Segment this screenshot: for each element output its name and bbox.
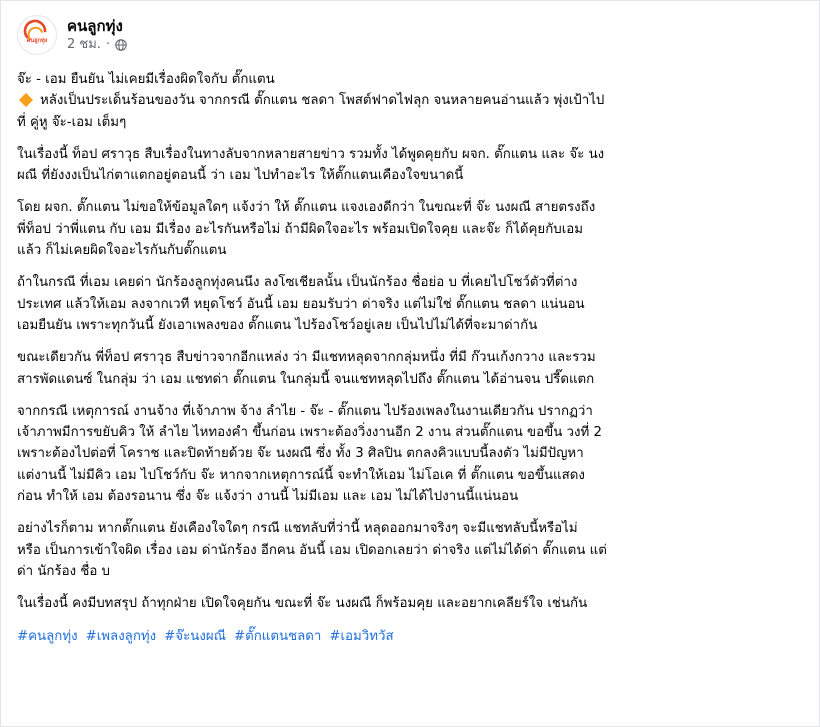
paragraph-line: สารพัดแดนซ์ ในกลุ่ม ว่า เอม แชทด่า ตั๊กแตน ในกลุ่มนี้ จนแชทหลุดไปถึง ตั๊กแตน ได้อ่านจน ปรี๊ดแตก [17,371,595,387]
post-time[interactable]: 2 ชม. [67,37,101,52]
post-lead [17,69,807,133]
post-intro-line: หลังเป็นประเด็นร้อนของวัน จากกรณี ตั๊กแตน ชลดา โพสต์ฟาดไฟลุก จนหลายคนอ่านแล้ว พุ่งเป้าไป [17,90,807,111]
post-meta [67,36,127,54]
post-header [17,13,127,57]
post-intro-line: ที่ คู่หู จ๊ะ-เอม เต็มๆ [17,114,127,130]
hashtag-link[interactable]: #เอมวิทวัส [329,628,394,644]
paragraph-line: เจ้าภาพมีการขยับคิว ให้ ลำไย ไหทองคำ ขึ้นก่อน เพราะต้องวิ่งงานอีก 2 งาน ส่วนตั๊กแตน ขอขึ้น วงที่ 2 [17,425,602,441]
paragraph-line: อย่างไรก็ตาม หากตั๊กแตน ยังเคืองใจใดๆ กรณี แชทลับที่ว่านี้ หลุดออกมาจริงๆ จะมีแชทลับนี้หรือไม่ [17,521,578,537]
paragraph-line: ประเทศ แล้วให้เอม ลงจากเวที หยุดโชว์ อันนี้ เอม ยอมรับว่า ด่าจริง แต่ไม่ใช่ ตั๊กแตน ชลดา แน่นอน [17,296,585,312]
post-paragraph [17,144,807,187]
page-avatar[interactable] [17,15,57,55]
paragraph-line: แต่งานนี้ ไม่มีคิว เอม ไปโชว์กับ จ๊ะ หากจากเหตุการณ์นี้ จะทำให้เอม ไม่โอเค ที่ ตั๊กแตน ขอขึ้นแสดง [17,467,585,483]
post-paragraph [17,347,807,390]
hashtag-link[interactable]: #ตั๊กแตนชลดา [233,628,322,644]
hashtag-link[interactable]: #จ๊ะนงผณี [164,628,226,644]
paragraph-line: ผณี ที่ยังงงเป็นไก่ตาแตกอยู่ตอนนี้ ว่า เอม ไปทำอะไร ให้ตั๊กแตนเคืองใจขนาดนี้ [17,168,464,184]
paragraph-line: ในเรื่องนี้ คงมีบทสรุป ถ้าทุกฝ่าย เปิดใจคุยกัน ขณะที่ จ๊ะ นงผณี ก็พร้อมคุย และอยากเคลียร์ใจ เช่นกัน [17,596,588,612]
paragraph-line: โดย ผจก. ตั๊กแตน ไม่ขอให้ข้อมูลใดๆ แจ้งว่า ให้ ตั๊กแตน แจงเองดีกว่า ในขณะที่ จ๊ะ นงผณี สายตรงถึง [17,200,596,216]
post-paragraph [17,197,807,261]
paragraph-line: เพราะต้องไปต่อที่ โคราช และปิดท้ายด้วย จ๊ะ นงผณี ซึ่ง ทั้ง 3 ศิลปิน ตกลงคิวแบบนี้ลงตัว ไม่มีปัญหา [17,446,584,462]
post-paragraph [17,518,807,582]
paragraph-line: ก่อน ทำให้ เอม ต้องรอนาน ซึ่ง จ๊ะ แจ้งว่า งานนี้ ไม่มีเอม และ เอม ไม่ได้ไปงานนี้แน่นอน [17,489,519,505]
page-name[interactable]: คนลูกทุ่ง [67,17,123,35]
paragraph-line: หรือ เป็นการเข้าใจผิด เรื่อง เอม ด่านักร้อง อีกคน อันนี้ เอม เปิดอกเลยว่า ด่าจริง แต่ไม่ได้ด่า ตั๊กแตน แต่ [17,542,607,558]
kon-look-thung-logo-icon [19,17,55,53]
paragraph-line: ด่า นักร้อง ชื่อ บ [17,563,110,579]
svg-text:คนลูกทุ่ง: คนลูกทุ่ง [26,38,48,44]
paragraph-line: ในเรื่องนี้ ท็อป ศราวุธ สืบเรื่องในทางลับจากหลายสายข่าว รวมทั้ง ได้พูดคุยกับ ผจก. ตั๊กแตน และ จ๊ะ นง [17,146,605,162]
paragraph-line: ขณะเดียวกัน พี่ท็อป ศราวุธ สืบข่าวจากอีกแหล่ง ว่า มีแชทหลุดจากกลุ่มหนึ่ง ที่มี ก๊วนเก้งกวาง และรวม [17,350,596,366]
paragraph-line: แล้ว ก็ไม่เคยผิดใจอะไรกันกับตั๊กแตน [17,243,227,259]
hashtag-link[interactable]: #คนลูกทุ่ง [17,628,78,644]
header-text [67,16,127,54]
hashtag-link[interactable]: #เพลงลูกทุ่ง [85,628,157,644]
post-title: จ๊ะ - เอม ยืนยัน ไม่เคยมีเรื่องผิดใจกับ ตั๊กแตน [17,72,275,87]
post-paragraph [17,401,807,507]
paragraph-line: พี่ท็อป ว่าพี่แตน กับ เอม มีเรื่อง อะไรกันหรือไม่ ถ้ามีผิดใจอะไร พร้อมเปิดใจคุย และจ๊ะ ก็ได้คุยกับเอม [17,221,583,237]
post-paragraph [17,272,807,336]
globe-icon[interactable] [115,39,127,51]
post-body [17,69,807,647]
paragraph-line: จากกรณี เหตุการณ์ งานจ้าง ที่เจ้าภาพ จ้าง ลำไย - จ๊ะ - ตั๊กแตน ไปร้องเพลงในงานเดียวกัน ปรากฏว่า [17,403,593,419]
meta-separator: · [105,37,111,52]
orange-diamond-icon [19,93,33,107]
post-paragraph [17,593,807,614]
paragraph-line: เอมยืนยัน เพราะทุกวันนี้ ยังเอาเพลงของ ตั๊กแตน ไปร้องโชว์อยู่เลย เป็นไปไม่ได้ที่จะมาด่ากัน [17,317,538,333]
hashtag-list [17,626,807,647]
paragraph-line: ถ้าในกรณี ที่เอม เคยด่า นักร้องลูกทุ่งคนนึง ลงโซเชียลนั้น เป็นนักร้อง ชื่อย่อ บ ที่เคยไปโชว์ตัวที่ต่าง [17,275,578,291]
